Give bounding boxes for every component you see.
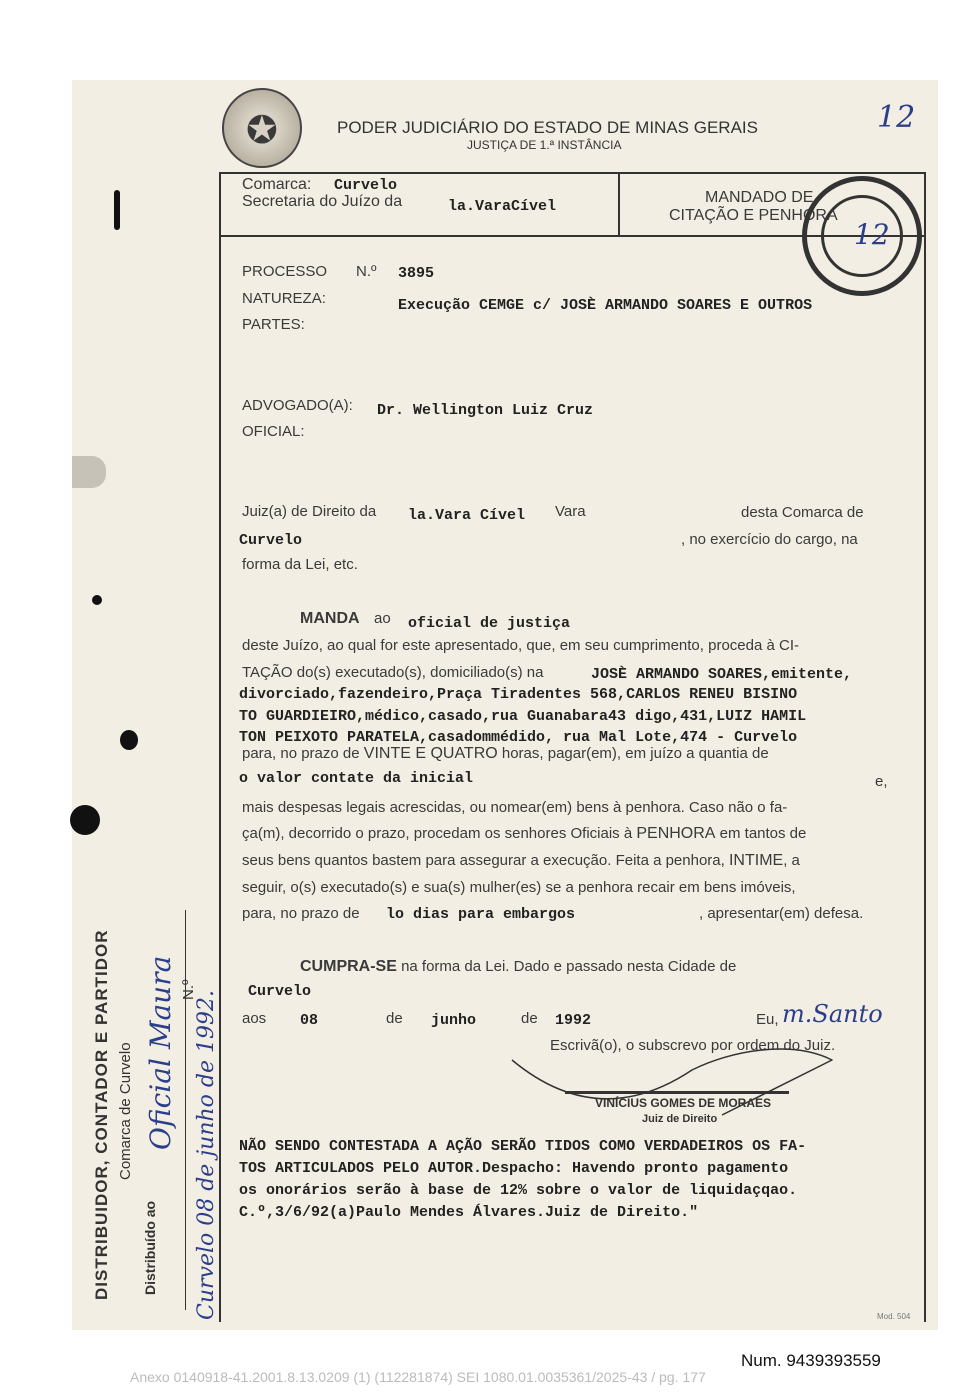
- distribuidor-comarca-text: Comarca de Curvelo: [117, 1042, 134, 1180]
- body-comarca-value: Curvelo: [239, 532, 303, 549]
- note-line1: NÃO SENDO CONTESTADA A AÇÃO SERÃO TIDOS COMO VERDADEIROS OS FA-: [239, 1138, 807, 1155]
- vara-label: Vara: [555, 503, 586, 520]
- natureza-value: Execução CEMGE c/ JOSÈ ARMANDO SOARES E OUTROS: [398, 297, 813, 314]
- eu-label: Eu,: [756, 1011, 779, 1028]
- binder-tab: [72, 456, 106, 488]
- forma-lei-text: forma da Lei, etc.: [242, 556, 358, 573]
- stamp-number: 12: [854, 218, 890, 251]
- dia-value: 08: [300, 1012, 319, 1029]
- star-icon: ✪: [246, 110, 278, 152]
- prazo-prefix: para, no prazo de: [242, 745, 360, 762]
- mandado-line2: CITAÇÃO E PENHORA: [669, 207, 838, 224]
- typed-line2: TO GUARDIEIRO,médico,casado,rua Guanabara43 digo,431,LUIZ HAMIL: [239, 708, 807, 725]
- advogado-value: Dr. Wellington Luiz Cruz: [377, 402, 594, 419]
- para-prefix: para, no prazo de: [242, 905, 360, 922]
- secretaria-value: la.VaraCível: [448, 198, 557, 215]
- handwritten-page-number: 12: [877, 100, 916, 135]
- prazo-line: [242, 745, 769, 763]
- bens-suffix: , a: [783, 852, 800, 869]
- body-line2-value: JOSÈ ARMANDO SOARES,emitente,: [591, 666, 853, 683]
- bens-prefix: seus bens quantos bastem para assegurar a execução. Feita a penhora,: [242, 852, 725, 869]
- frame-column-divider: [618, 172, 620, 235]
- de-label-2: de: [521, 1010, 538, 1027]
- distribuido-signature: [144, 956, 177, 1150]
- oficial-value: oficial de justiça: [408, 615, 571, 632]
- oficial-label: OFICIAL:: [242, 423, 305, 440]
- vara-value: la.Vara Cível: [408, 507, 526, 524]
- juiz-prefix: Juiz(a) de Direito da: [242, 503, 377, 520]
- distribuido-numero-text: N.º: [180, 979, 197, 1000]
- distribuido-date: [194, 990, 219, 1320]
- distribuido-ao-text: Distribuído ao: [142, 1200, 158, 1295]
- document-sheet: [72, 80, 938, 1330]
- escriva-signature: m.Santo: [782, 1000, 883, 1028]
- distribuidor-stamp: [92, 930, 112, 1300]
- distribuidor-title: DISTRIBUIDOR, CONTADOR E PARTIDOR: [92, 929, 111, 1300]
- form-model: Mod. 504: [877, 1312, 911, 1321]
- natureza-label: NATUREZA:: [242, 290, 326, 307]
- typed-line3: TON PEIXOTO PARATELA,casadommédido, rua Mal Lote,474 - Curvelo: [239, 729, 798, 746]
- processo-value: 3895: [398, 265, 435, 282]
- decorrido-bold: PENHORA: [636, 825, 716, 842]
- header-subtitle: JUSTIÇA DE 1.ª INSTÂNCIA: [467, 138, 622, 152]
- exercicio-text: , no exercício do cargo, na: [681, 531, 858, 548]
- escriva-text: Escrivã(o), o subscrevo por ordem do Juiz.: [550, 1037, 836, 1054]
- quantia-e: e,: [875, 773, 888, 790]
- quantia-value: o valor contate da inicial: [239, 770, 474, 787]
- cumpra-rest: na forma da Lei. Dado e passado nesta Cidade de: [401, 958, 737, 975]
- coat-of-arms-seal: [222, 88, 302, 168]
- comarca-label: Comarca:: [242, 176, 312, 193]
- distribuidor-box-line: [185, 910, 186, 1310]
- secretaria-label: Secretaria do Juízo da: [242, 193, 403, 210]
- desta-comarca: desta Comarca de: [741, 504, 864, 521]
- prazo-suffix: horas, pagar(em), em juízo a quantia de: [501, 745, 769, 762]
- de-label-1: de: [386, 1010, 403, 1027]
- distribuido-signature-text: Oficial Maura: [144, 955, 177, 1150]
- decorrido-prefix: ça(m), decorrido o prazo, procedam os senhores Oficiais à: [242, 825, 633, 842]
- document-number: Num. 9439393559: [741, 1351, 881, 1370]
- header-title: PODER JUDICIÁRIO DO ESTADO DE MINAS GERAIS: [337, 118, 758, 137]
- processo-label: PROCESSO: [242, 263, 328, 280]
- ink-mark-4: [114, 190, 120, 230]
- bens-bold: INTIME: [728, 852, 784, 869]
- judge-name: VINÍCIUS GOMES DE MORAES: [595, 1096, 772, 1110]
- seguir-line: seguir, o(s) executado(s) e sua(s) mulher(es) se a penhora recair em bens imóveis,: [242, 879, 796, 896]
- manda-label: MANDA: [300, 610, 360, 627]
- decorrido-suffix: em tantos de: [719, 825, 807, 842]
- prazo-bold: VINTE E QUATRO: [363, 745, 498, 762]
- note-line4: C.º,3/6/92(a)Paulo Mendes Álvares.Juiz de Direito.": [239, 1204, 699, 1221]
- advogado-label: ADVOGADO(A):: [242, 397, 353, 414]
- para-value: lo dias para embargos: [386, 906, 576, 923]
- cidade-value: Curvelo: [248, 983, 312, 1000]
- partes-label: PARTES:: [242, 316, 305, 333]
- ink-blot-1: [70, 805, 100, 835]
- body-line1: deste Juízo, ao qual for este apresentado, que, em seu cumprimento, proceda à CI-: [242, 637, 799, 654]
- cumpra-line: [300, 958, 736, 976]
- court-stamp: [802, 176, 922, 296]
- decorrido-line: [242, 825, 806, 843]
- aos-label: aos: [242, 1010, 267, 1027]
- judge-title: Juiz de Direito: [642, 1113, 718, 1125]
- note-line3: os onorários serão à base de 12% sobre o valor de liquidaçqao.: [239, 1182, 798, 1199]
- document-reference: Anexo 0140918-41.2001.8.13.0209 (1) (112281874) SEI 1080.01.0035361/2025-43 / pg. 177: [130, 1369, 706, 1385]
- distribuidor-comarca: [117, 1042, 135, 1180]
- bens-line: [242, 852, 800, 870]
- ano-value: 1992: [555, 1012, 592, 1029]
- processo-no-label: N.º: [356, 263, 377, 280]
- despesas-line: mais despesas legais acrescidas, ou nomear(em) bens à penhora. Caso não o fa-: [242, 799, 788, 816]
- typed-line1: divorciado,fazendeiro,Praça Tiradentes 568,CARLOS RENEU BISINO: [239, 686, 798, 703]
- judge-signature-line: [565, 1091, 789, 1094]
- body-line2-prefix: TAÇÃO do(s) executado(s), domiciliado(s) na: [242, 664, 544, 681]
- distribuidor-box-line-2: [219, 910, 220, 1310]
- manda-ao: ao: [374, 610, 391, 627]
- cumpra-bold: CUMPRA-SE: [300, 958, 397, 975]
- distribuido-ao: [142, 1201, 160, 1295]
- note-line2: TOS ARTICULADOS PELO AUTOR.Despacho: Havendo pronto pagamento: [239, 1160, 789, 1177]
- comarca-value: Curvelo: [334, 177, 398, 194]
- ink-blot-3: [92, 595, 102, 605]
- ink-blot-2: [120, 730, 138, 750]
- mandado-line1: MANDADO DE: [705, 189, 814, 206]
- mes-value: junho: [431, 1012, 477, 1029]
- para-suffix: , apresentar(em) defesa.: [699, 905, 864, 922]
- court-stamp-inner: [821, 195, 903, 277]
- distribuido-date-text: Curvelo 08 de junho de 1992.: [194, 990, 219, 1320]
